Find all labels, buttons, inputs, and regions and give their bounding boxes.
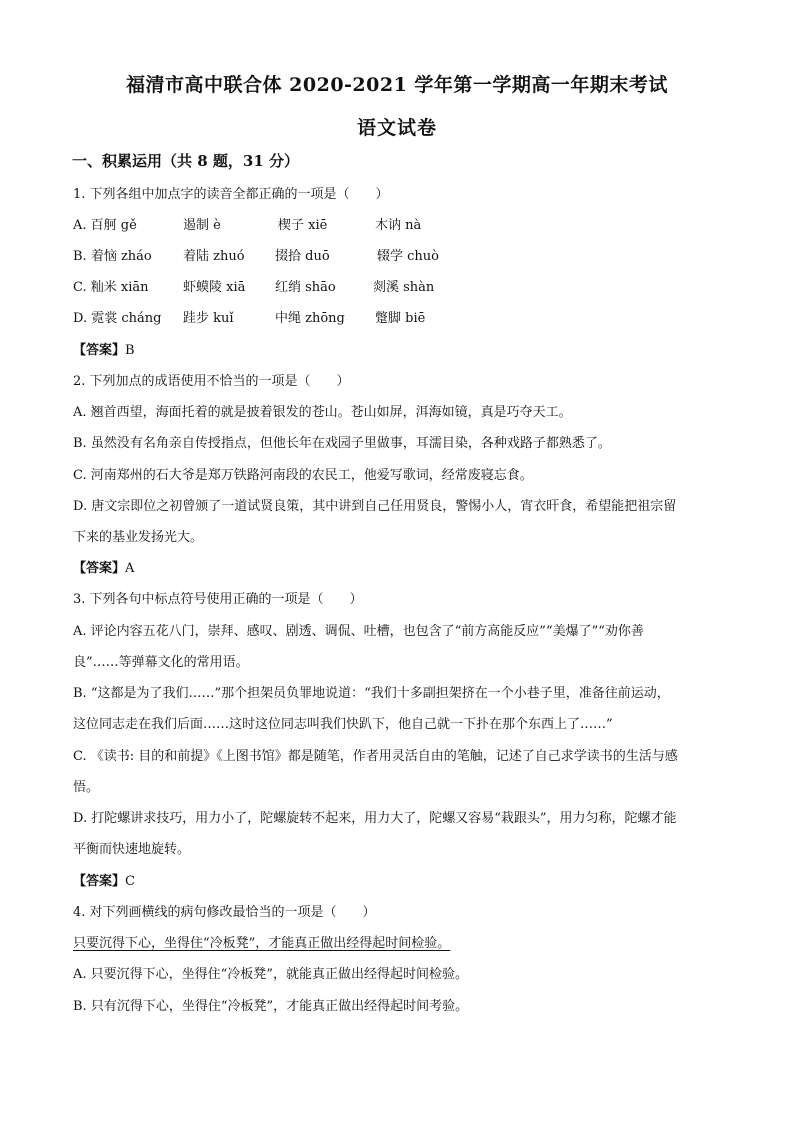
q3-option-a-line2: 良”……等弹幕文化的常用语。 [73,655,249,670]
q2-option-b: B. 虽然没有名角亲自传授指点，但他长年在戏园子里做事，耳濡目染，各种戏路子都熟悉了。 [73,436,611,451]
answer-tag: 【答案】 [73,561,126,576]
question-1-stem: 1. 下列各组中加点字的读音全都正确的一项是（ ） [73,187,389,202]
q1-option-c-1: C. 籼米 xiān [73,280,149,295]
q3-option-b-line2: 这位同志走在我们后面……这时这位同志叫我们快趴下，他自己就一下扑在那个东西上了……” [73,717,613,732]
q1-option-b-1: B. 着恼 zháo [73,249,152,264]
q3-option-d-line2: 平衡而快速地旋转。 [73,842,191,857]
q2-option-c: C. 河南郑州的石大爷是郑万铁路河南段的农民工，他爱写歌词，经常废寝忘食。 [73,468,533,483]
q1-option-d-3: 中绳 zhōng [275,311,345,326]
q2-option-d-line2: 下来的基业发扬光大。 [73,530,204,545]
q1-option-a-3: 楔子 xiē [278,218,328,233]
q3-answer [73,870,135,889]
answer-value: C [125,874,135,889]
section-heading: 一、积累运用（共 8 题，31 分） [72,152,299,170]
q1-option-b-3: 掇拾 duō [275,249,330,264]
answer-value: A [125,561,135,576]
q3-option-b-line1: B. “这都是为了我们……”那个担架员负罪地说道：“我们十多副担架挤在一个小巷子里，准备往前运动， [73,686,670,701]
exam-subtitle: 语文试卷 [356,117,437,139]
q2-answer [73,557,134,576]
q1-option-d-2: 跬步 kuǐ [183,311,234,326]
q2-option-a: A. 翘首西望，海面托着的就是披着银发的苍山。苍山如屏，洱海如镜，真是巧夺天工。 [73,405,572,420]
q1-option-d-1: D. 霓裳 cháng [73,311,162,326]
q3-option-c-line2: 悟。 [73,780,100,795]
q4-option-a: A. 只要沉得下心，坐得住“冷板凳”，就能真正做出经得起时间检验。 [73,967,468,982]
q1-option-a-2: 遏制 è [183,218,221,233]
q3-option-c-line1: C. 《读书: 目的和前提》《上图书馆》都是随笔，作者用灵活自由的笔触，记述了自己求学读书的生活与感 [73,749,678,764]
q3-option-a-line1: A. 评论内容五花八门，崇拜、感叹、剧透、调侃、吐槽，也包含了“前方高能反应”“美爆了”“劝你善 [73,624,644,639]
q1-option-b-2: 着陆 zhuó [183,249,245,264]
answer-value: B [125,343,135,358]
exam-title: 福清市高中联合体 2020-2021 学年第一学期高一年期末考试 [126,74,668,96]
q1-option-b-4: 辍学 chuò [377,249,439,264]
q3-option-d-line1: D. 打陀螺讲求技巧，用力小了，陀螺旋转不起来，用力大了，陀螺又容易“栽跟头”，用力匀称，陀螺才能 [73,811,677,826]
q1-option-c-2: 虾蟆陵 xiā [183,280,246,295]
q4-option-b: B. 只有沉得下心，坐得住“冷板凳”，才能真正做出经得起时间考验。 [73,999,469,1014]
q4-underlined-sentence: 只要沉得下心，坐得住“冷板凳”，才能真正做出经得起时间检验。 [73,936,451,951]
answer-tag: 【答案】 [73,343,126,358]
q1-answer [73,339,135,358]
answer-tag: 【答案】 [73,874,126,889]
q1-option-a-1: A. 百舸 gě [73,218,137,233]
q1-option-c-4: 剡溪 shàn [373,280,435,295]
question-3-stem: 3. 下列各句中标点符号使用正确的一项是（ ） [73,592,363,607]
q1-option-a-4: 木讷 nà [375,218,422,233]
q2-option-d-line1: D. 唐文宗即位之初曾颁了一道试贤良策，其中讲到自己任用贤良，警惕小人，宵衣旰食，希望能把祖宗留 [73,499,677,514]
q1-option-c-3: 红绡 shāo [275,280,336,295]
q1-option-d-4: 蹩脚 biē [375,311,426,326]
question-4-stem: 4. 对下列画横线的病句修改最恰当的一项是（ ） [73,905,376,920]
question-2-stem: 2. 下列加点的成语使用不恰当的一项是（ ） [73,374,350,389]
